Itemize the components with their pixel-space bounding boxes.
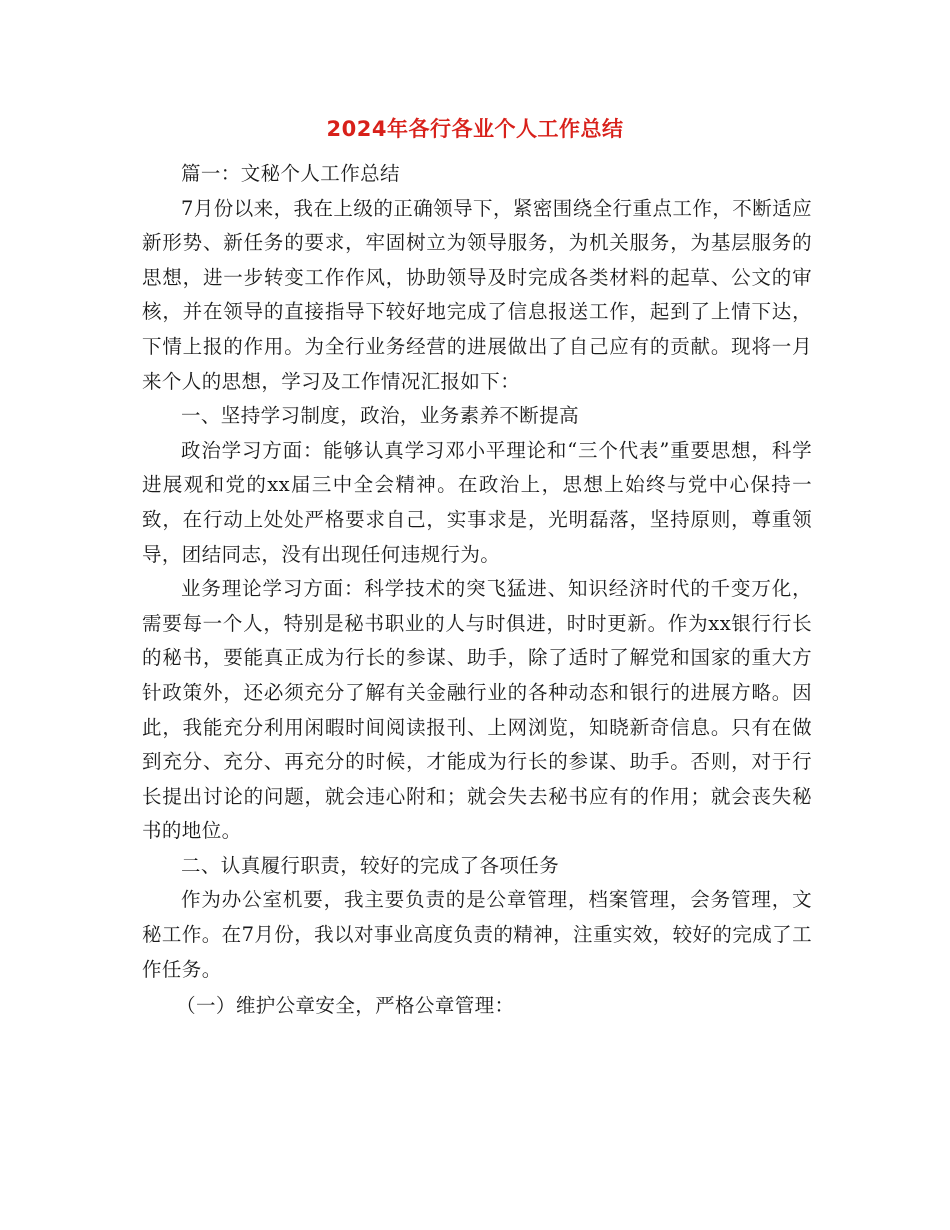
paragraph-business-study: 业务理论学习方面：科学技术的突飞猛进、知识经济时代的千变万化，需要每一个人，特别是秘书职业的人与时俱进，时时更新。作为xx银行行长的秘书，要能真正成为行长的参谋、助手，除了适时了解党和国家的重大方针政策外，还必须充分了解有关金融行业的各种动态和银行的进展方略。因此，我能充分利用闲暇时间阅读报刊、上网浏览，知晓新奇信息。只有在做到充分、充分、再充分的时候，才能成为行长的参谋、助手。否则，对于行长提出讨论的问题，就会违心附和；就会失去秘书应有的作用；就会丧失秘书的地位。 xyxy=(142,577,812,843)
section-heading-part-one: 篇一：文秘个人工作总结 xyxy=(181,162,400,185)
paragraph-intro: 7月份以来，我在上级的正确领导下，紧密围绕全行重点工作，不断适应新形势、新任务的要求，牢固树立为领导服务，为机关服务，为基层服务的思想，进一步转变工作作风，协助领导及时完成各类材料的起草、公文的审核，并在领导的直接指导下较好地完成了信息报送工作，起到了上情下达，下情上报的作用。为全行业务经营的进展做出了自己应有的贡献。现将一月来个人的思想，学习及工作情况汇报如下： xyxy=(142,196,812,393)
document-title: 2024年各行各业个人工作总结 xyxy=(326,117,624,141)
document-body xyxy=(142,157,812,1024)
paragraph-political-study: 政治学习方面：能够认真学习邓小平理论和“三个代表”重要思想，科学进展观和党的xx届三中全会精神。在政治上，思想上始终与党中心保持一致，在行动上处处严格要求自己，实事求是，光明磊落，坚持原则，尊重领导，团结同志，没有出现任何违规行为。 xyxy=(142,438,812,566)
section-heading-duties: 二、认真履行职责，较好的完成了各项任务 xyxy=(181,853,560,877)
section-heading-study: 一、坚持学习制度，政治，业务素养不断提高 xyxy=(181,404,580,428)
paragraph-duties: 作为办公室机要，我主要负责的是公章管理，档案管理，会务管理，文秘工作。在7月份，我以对事业高度负责的精神，注重实效，较好的完成了工作任务。 xyxy=(142,888,812,981)
subsection-heading-seal: （一）维护公章安全，严格公章管理： xyxy=(176,994,515,1018)
